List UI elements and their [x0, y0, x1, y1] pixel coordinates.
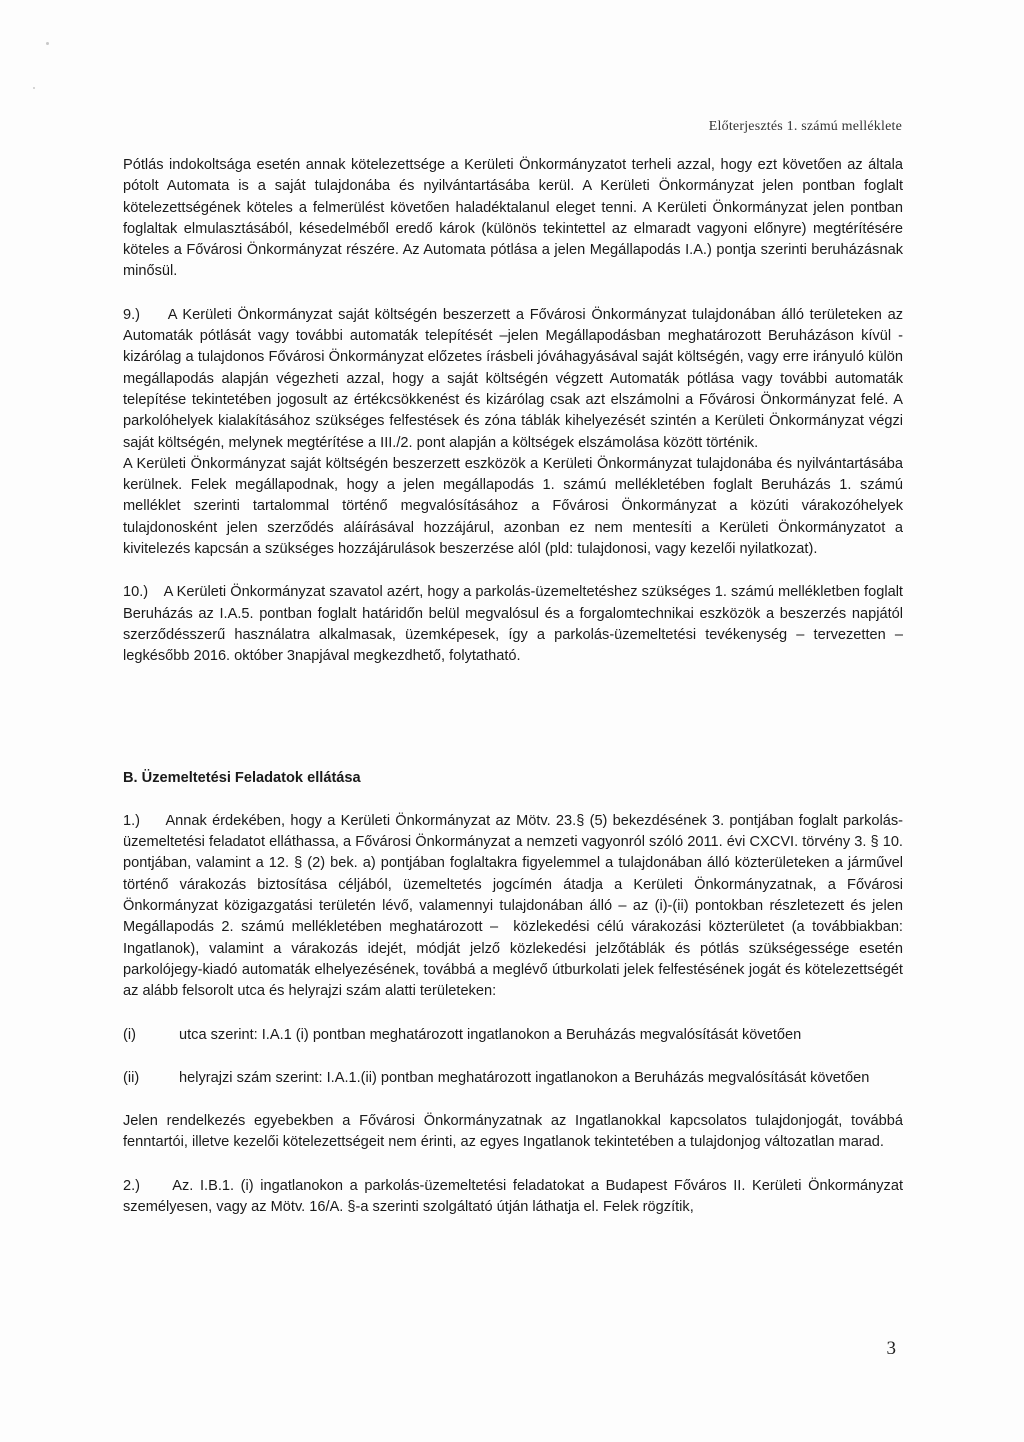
list-item-text: helyrajzi szám szerint: I.A.1.(ii) pontban meghatározott ingatlanokon a Beruházás megvalósítását követően [179, 1069, 870, 1086]
page-number: 3 [886, 1338, 896, 1359]
paragraph-b1: 1.) Annak érdekében, hogy a Kerületi Önkormányzat az Mötv. 23.§ (5) bekezdésének 3. pontjában foglalt parkolás-üzemeltetési feladatot elláthassa, a Fővárosi Önkormányzat a nemzeti vagyonról szóló 2011. évi CXCVI. törvény 3. § 10. pontjában, valamint a 12. § (2) bek. a) pontjában foglaltakra figyelemmel a tulajdonában álló közterületeken a járművel történő várakozás biztosítása céljából, üzemeltetés jogcímén átadja a Kerületi Önkormányzatnak, a Fővárosi Önkormányzat közigazgatási területén lévő, valamennyi tulajdonában álló – az (i)-(ii) pontokban részletezett és jelen Megállapodás 2. számú mellékletében meghatározott – közlekedési célú várakozási közterületet (a továbbiakban: Ingatlanok), valamint a várakozás idejét, módját jelző közlekedési jelzőtáblák és pótlás szükségessége esetén parkolójegy-kiadó automaták elhelyezésének, továbbá a meglévő útburkolati jelek felfestésének jogát és kötelezettségét az alább felsorolt utca és helyrajzi szám alatti területeken: [123, 812, 908, 1000]
list-marker: (ii) [123, 1069, 140, 1086]
paragraph-b2: 2.) Az. I.B.1. (i) ingatlanokon a parkolás-üzemeltetési feladatokat a Budapest Főváros II. Kerületi Önkormányzat személyesen, vagy az Mötv. 16/A. §-a szerinti szolgáltató útján láthatja el. Felek rögzítik, [123, 1177, 908, 1215]
scan-speck [33, 87, 35, 89]
list-item-ii [123, 1068, 903, 1089]
list-item-i [123, 1025, 903, 1046]
section-heading-b: B. Üzemeltetési Feladatok ellátása [123, 769, 361, 786]
scan-speck [46, 42, 49, 45]
list-item-text: utca szerint: I.A.1 (i) pontban meghatározott ingatlanokon a Beruházás megvalósítását követően [179, 1026, 802, 1043]
list-marker: (i) [123, 1026, 136, 1043]
paragraph-9-continued: A Kerületi Önkormányzat saját költségén beszerzett eszközök a Kerületi Önkormányzat tulajdonába és nyilvántartásába kerülnek. Felek megállapodnak, hogy a jelen megállapodás 1. számú mellékletében foglalt Beruházás 1. számú melléklet szerinti tartalommal történő megvalósításához a Fővárosi Önkormányzat a közúti várakozóhelyek tulajdonosként jelen szerződés aláírásával hozzájárul, azonban ez nem mentesíti a Kerületi Önkormányzatot a kivitelezés kapcsán a szükséges hozzájárulások beszerzése alól (pld: tulajdonosi, vagy kezelői nyilatkozat). [123, 455, 903, 558]
paragraph-replacement: Pótlás indokoltsága esetén annak kötelezettsége a Kerületi Önkormányzatot terheli azzal, hogy ezt követően az általa pótolt Automata is a saját tulajdonába és nyilvántartásába kerül. A Kerületi Önkormányzat jelen pontban foglalt kötelezettségének köteles a felmerülést követően haladéktalanul eleget tenni. A Kerületi Önkormányzat jelen pontban foglaltak elmulasztásából, késedelméből eredő károk (különös tekintettel az elmaradt vagyoni előnyre) megtérítésére köteles a Fővárosi Önkormányzat részére. Az Automata pótlása a jelen Megállapodás I.A.) pontja szerinti beruházásnak minősül. [123, 157, 903, 280]
paragraph-closing: Jelen rendelkezés egyebekben a Fővárosi Önkormányzatnak az Ingatlanokkal kapcsolatos tulajdonjogát, továbbá fenntartói, illetve kezelői kötelezettségeit nem érinti, az egyes Ingatlanok tekintetében a tulajdonjog változatlan marad. [123, 1113, 903, 1151]
document-body [123, 155, 908, 1218]
annex-header: Előterjesztés 1. számú melléklete [708, 119, 902, 134]
paragraph-9: 9.) A Kerületi Önkormányzat saját költségén beszerzett a Fővárosi Önkormányzat tulajdonában álló területeken az Automaták pótlását vagy további automaták telepítését –jelen Megállapodásban meghatározott Beruházáson kívül - kizárólag a tulajdonos Fővárosi Önkormányzat előzetes írásbeli jóváhagyásával saját költségén, vagy erre irányuló külön megállapodás alapján végezheti azzal, hogy a saját költségén végzett Automaták pótlása vagy további automaták telepítése tekintetében jogosult az értékcsökkenést és kizárólag csak azt elszámolni a Fővárosi Önkormányzat felé. A parkolóhelyek kialakításához szükséges felfestések és zóna táblák kihelyezését szintén a Kerületi Önkormányzat végzi saját költségén, melynek megtérítése a III./2. pont alapján a költségek elszámolása között történik. [123, 306, 908, 451]
paragraph-10: 10.) A Kerületi Önkormányzat szavatol azért, hogy a parkolás-üzemeltetéshez szükséges 1. számú mellékletben foglalt Beruházás az I.A.5. pontban foglalt határidőn belül megvalósul és a forgalomtechnikai eszközök a beszerzés napjától szerződésszerű használatra alkalmasak, üzemképesek, így a parkolás-üzemeltetési tevékenység – tervezetten – legkésőbb 2016. október 3napjával megkezdhető, folytatható. [123, 584, 908, 665]
